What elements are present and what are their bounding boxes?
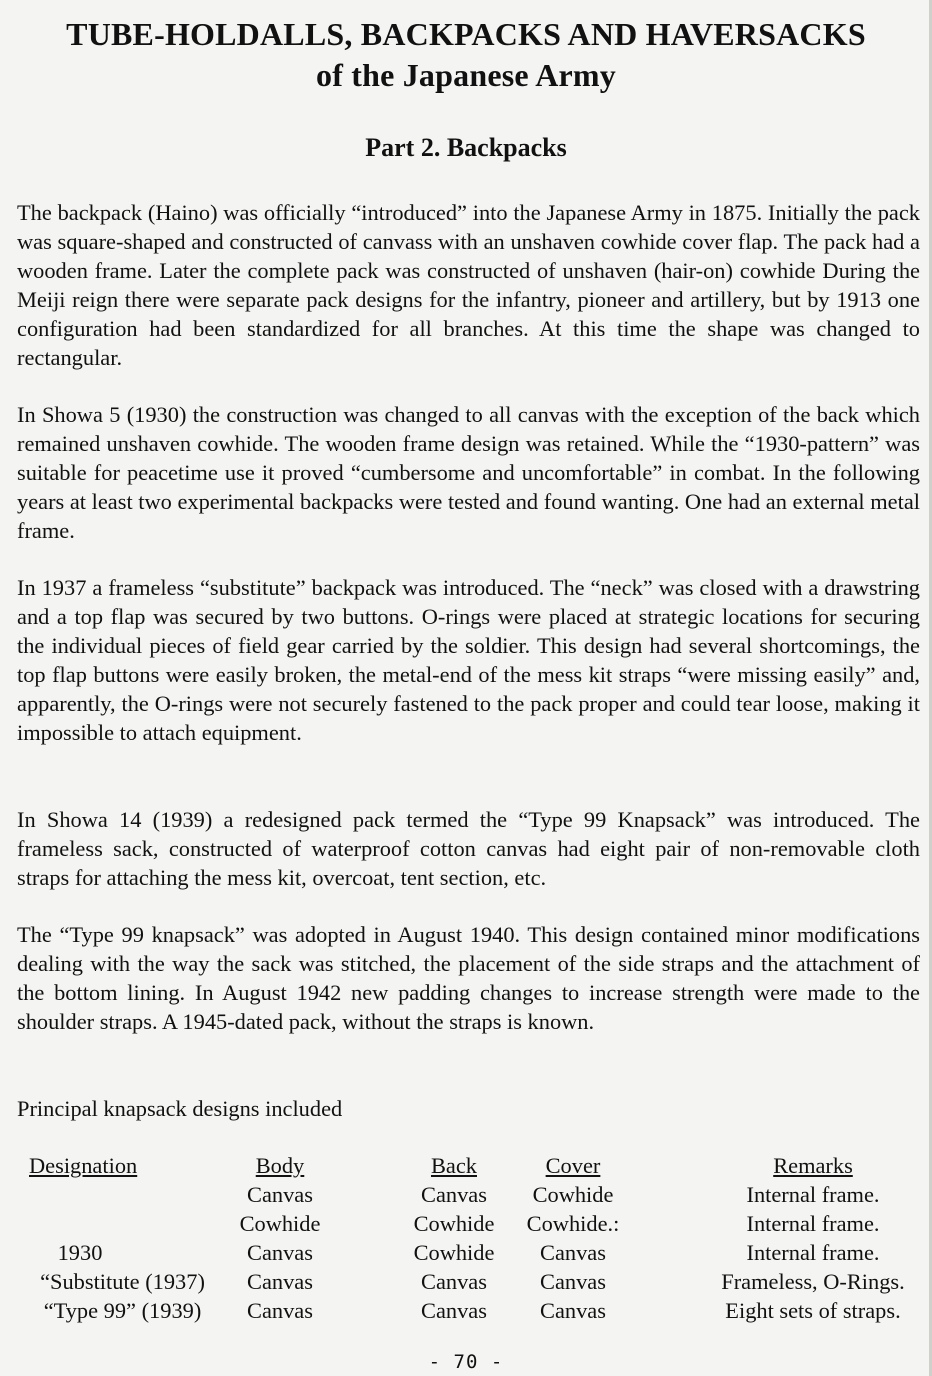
cell-cover: Cowhide [532, 1182, 614, 1207]
paragraph-5: The “Type 99 knapsack” was adopted in August 1940. This design contained minor modifications dealing with the way the sack was stitched, the placement of the side straps and the attachment of the bottom lining. In August 1942 new padding changes to increase strength were made to the shoulder straps. A 1945-dated pack, without the straps is known. [17, 922, 920, 1034]
table-intro: Principal knapsack designs included [17, 1096, 343, 1121]
table-row [0, 1238, 932, 1267]
cell-back: Canvas [421, 1269, 487, 1294]
header-remarks: Remarks [773, 1153, 853, 1178]
cell-designation: “Substitute (1937) [40, 1269, 205, 1294]
header-back: Back [430, 1153, 477, 1178]
header-cover: Cover [545, 1153, 601, 1178]
cell-body: Canvas [247, 1269, 313, 1294]
cell-cover: Canvas [540, 1240, 606, 1265]
designs-table [0, 1151, 932, 1325]
part-heading: Part 2. Backpacks [365, 133, 567, 162]
table-row [0, 1180, 932, 1209]
paragraph-1: The backpack (Haino) was officially “introduced” into the Japanese Army in 1875. Initially the pack was square-shaped and constructed of canvass with an unshaven cowhide cover flap. The pack had a wooden frame. Later the complete pack was constructed of unshaven (hair-on) cowhide During the Meiji reign there were separate pack designs for the infantry, pioneer and artillery, but by 1913 one configuration had been standardized for all branches. At this time the shape was changed to rectangular. [17, 200, 920, 370]
paragraph-2: In Showa 5 (1930) the construction was changed to all canvas with the exception of the back which remained unshaven cowhide. The wooden frame design was retained. While the “1930-pattern” was suitable for peacetime use it proved “cumbersome and uncomfortable” in combat. In the following years at least two experimental backpacks were tested and found wanting. One had an external metal frame. [17, 402, 920, 543]
document-title-line-2: of the Japanese Army [316, 57, 616, 93]
paragraph-3: In 1937 a frameless “substitute” backpack was introduced. The “neck” was closed with a drawstring and a top flap was secured by two buttons. O-rings were placed at strategic locations for securing the individual pieces of field gear carried by the soldier. This design had several shortcomings, the top flap buttons were easily broken, the metal-end of the mess kit straps “were missing easily” and, apparently, the O-rings were not securely fastened to the pack proper and could tear loose, making it impossible to attach equipment. [17, 575, 920, 745]
cell-back: Cowhide [413, 1240, 495, 1265]
cell-remarks: Internal frame. [746, 1182, 880, 1207]
cell-back: Cowhide [413, 1211, 495, 1236]
cell-remarks: Eight sets of straps. [725, 1298, 901, 1323]
paragraph-4: In Showa 14 (1939) a redesigned pack termed the “Type 99 Knapsack” was introduced. The frameless sack, constructed of waterproof cotton canvas had eight pair of non-removable cloth straps for attaching the mess kit, overcoat, tent section, etc. [17, 807, 920, 890]
cell-body: Canvas [247, 1182, 313, 1207]
header-designation: Designation [29, 1153, 138, 1178]
cell-cover: Cowhide.: [526, 1211, 620, 1236]
cell-body: Canvas [247, 1240, 313, 1265]
cell-designation: “Type 99” (1939) [43, 1298, 202, 1323]
cell-cover: Canvas [540, 1298, 606, 1323]
table-row [0, 1296, 932, 1325]
table-row [0, 1267, 932, 1296]
cell-designation: 1930 [57, 1240, 103, 1265]
cell-remarks: Frameless, O-Rings. [721, 1269, 905, 1294]
cell-back: Canvas [421, 1182, 487, 1207]
table-header-row [0, 1151, 932, 1180]
header-body: Body [255, 1153, 305, 1178]
cell-back: Canvas [421, 1298, 487, 1323]
cell-remarks: Internal frame. [746, 1211, 880, 1236]
cell-cover: Canvas [540, 1269, 606, 1294]
cell-body: Canvas [247, 1298, 313, 1323]
page-number: - 70 - [428, 1351, 504, 1373]
document-title-line-1: TUBE-HOLDALLS, BACKPACKS AND HAVERSACKS [66, 16, 866, 52]
cell-remarks: Internal frame. [746, 1240, 880, 1265]
cell-body: Cowhide [239, 1211, 321, 1236]
table-row [0, 1209, 932, 1238]
